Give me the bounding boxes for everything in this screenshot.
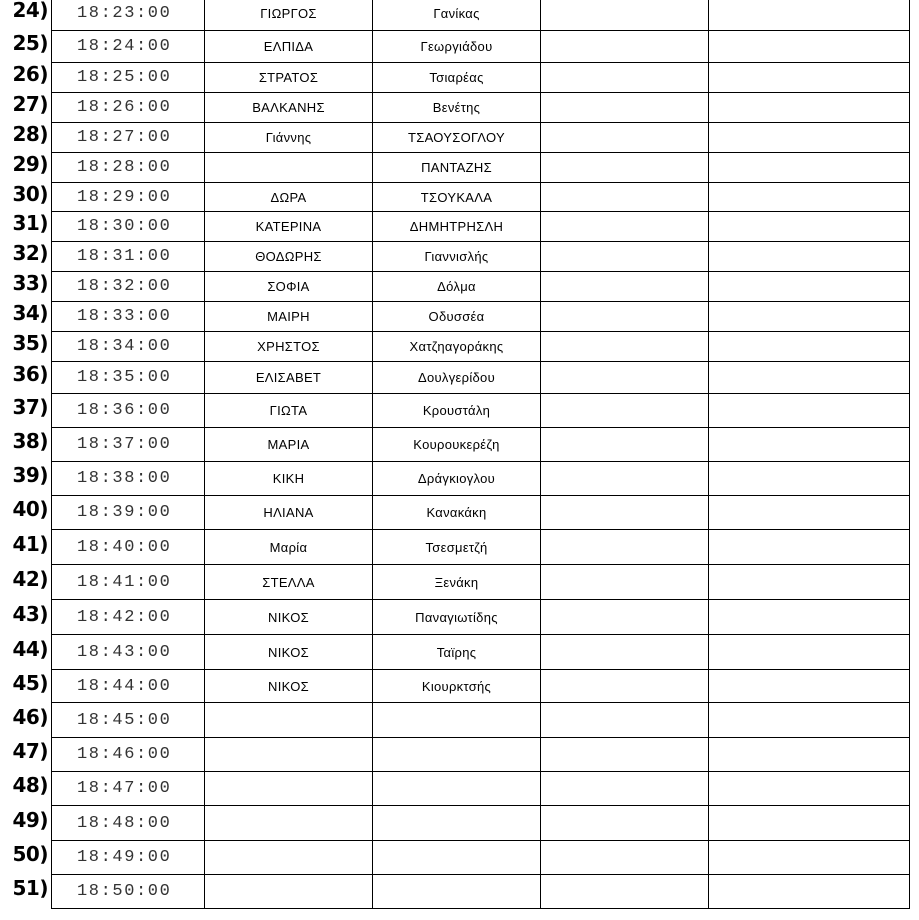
time-cell-text: 18:39:00 — [77, 503, 172, 522]
empty-cell — [540, 63, 708, 93]
last-name-cell-text: Γανίκας — [433, 6, 480, 21]
first-name-cell-text: ΧΡΗΣΤΟΣ — [257, 339, 320, 354]
first-name-cell — [204, 462, 372, 496]
time-cell-text: 18:27:00 — [77, 128, 172, 147]
first-name-cell-text: ΗΛΙΑΝΑ — [263, 505, 314, 520]
time-cell — [51, 123, 204, 153]
empty-cell — [540, 394, 708, 428]
row-number: 38) — [12, 429, 48, 453]
last-name-cell-text: Γεωργιάδου — [420, 39, 493, 54]
first-name-cell-text: ΓΙΩΤΑ — [269, 403, 308, 418]
time-cell-text: 18:44:00 — [77, 676, 172, 696]
row-number: 51) — [12, 876, 48, 900]
empty-cell — [708, 462, 910, 496]
time-cell-text: 18:47:00 — [77, 779, 172, 798]
empty-cell — [540, 670, 708, 703]
first-name-cell — [204, 0, 372, 31]
first-name-cell-text: ΘΟΔΩΡΗΣ — [255, 249, 322, 264]
first-name-cell — [204, 806, 372, 841]
first-name-cell — [204, 530, 372, 565]
last-name-cell — [372, 670, 540, 703]
first-name-cell — [204, 875, 372, 909]
first-name-cell — [204, 670, 372, 703]
row-number: 34) — [12, 301, 48, 325]
empty-cell — [708, 703, 910, 738]
time-cell — [51, 841, 204, 875]
empty-cell — [708, 875, 910, 909]
time-cell-text: 18:26:00 — [77, 98, 172, 117]
first-name-cell-text: ΒΑΛΚΑΝΗΣ — [252, 100, 325, 115]
empty-cell — [708, 841, 910, 875]
empty-cell — [708, 272, 910, 302]
empty-cell — [540, 806, 708, 841]
time-cell-text: 18:50:00 — [77, 882, 172, 901]
empty-cell — [540, 841, 708, 875]
last-name-cell-text: Δουλγερίδου — [418, 370, 495, 385]
empty-cell — [540, 565, 708, 600]
first-name-cell-text: ΕΛΙΣΑΒΕΤ — [255, 370, 322, 385]
row-number: 41) — [12, 532, 48, 556]
table-row — [0, 600, 919, 635]
last-name-cell — [372, 332, 540, 362]
last-name-cell-text: Οδυσσέα — [428, 309, 485, 324]
first-name-cell — [204, 183, 372, 212]
table-row — [0, 738, 919, 772]
time-cell — [51, 875, 204, 909]
table-row — [0, 875, 919, 909]
first-name-cell — [204, 63, 372, 93]
time-cell-text: 18:41:00 — [77, 572, 172, 592]
empty-cell — [540, 31, 708, 63]
table-row — [0, 93, 919, 123]
last-name-cell — [372, 0, 540, 31]
first-name-cell-text: ΔΩΡΑ — [270, 189, 307, 205]
row-number: 48) — [12, 773, 48, 797]
time-cell — [51, 635, 204, 670]
table-row — [0, 153, 919, 183]
table-row — [0, 530, 919, 565]
empty-cell — [708, 153, 910, 183]
empty-cell — [708, 635, 910, 670]
row-number: 47) — [12, 739, 48, 763]
table-row — [0, 565, 919, 600]
last-name-cell — [372, 183, 540, 212]
first-name-cell-text: Γιάννης — [265, 130, 312, 145]
row-number: 45) — [12, 671, 48, 695]
time-cell — [51, 212, 204, 242]
row-number: 40) — [12, 497, 48, 521]
table-row — [0, 806, 919, 841]
last-name-cell — [372, 738, 540, 772]
first-name-cell — [204, 123, 372, 153]
row-number: 27) — [12, 92, 48, 116]
empty-cell — [708, 600, 910, 635]
last-name-cell — [372, 841, 540, 875]
empty-cell — [540, 212, 708, 242]
first-name-cell-text: ΚΑΤΕΡΙΝΑ — [255, 219, 322, 234]
empty-cell — [708, 738, 910, 772]
last-name-cell — [372, 565, 540, 600]
empty-cell — [540, 183, 708, 212]
empty-cell — [708, 31, 910, 63]
row-number: 46) — [12, 705, 48, 729]
first-name-cell — [204, 332, 372, 362]
time-cell-text: 18:25:00 — [77, 68, 172, 87]
first-name-cell — [204, 272, 372, 302]
last-name-cell — [372, 806, 540, 841]
empty-cell — [540, 738, 708, 772]
last-name-cell — [372, 302, 540, 332]
empty-cell — [540, 428, 708, 462]
empty-cell — [540, 462, 708, 496]
first-name-cell-text: ΜΑΙΡΗ — [267, 309, 310, 324]
time-cell — [51, 565, 204, 600]
table-row — [0, 212, 919, 242]
first-name-cell — [204, 93, 372, 123]
row-number: 35) — [12, 331, 48, 355]
first-name-cell-text: ΓΙΩΡΓΟΣ — [260, 6, 317, 21]
last-name-cell-text: Βενέτης — [432, 100, 481, 115]
last-name-cell — [372, 394, 540, 428]
time-cell — [51, 242, 204, 272]
last-name-cell-text: Ταϊρης — [436, 644, 477, 660]
last-name-cell-text: ΤΣΑΟΥΣΟΓΛΟΥ — [408, 130, 505, 145]
last-name-cell — [372, 212, 540, 242]
last-name-cell — [372, 242, 540, 272]
last-name-cell — [372, 272, 540, 302]
row-number: 43) — [12, 602, 48, 626]
last-name-cell — [372, 123, 540, 153]
table-row — [0, 272, 919, 302]
row-number: 26) — [12, 62, 48, 86]
table-row — [0, 428, 919, 462]
first-name-cell — [204, 212, 372, 242]
first-name-cell-text: ΝΙΚΟΣ — [268, 644, 309, 660]
first-name-cell-text: ΝΙΚΟΣ — [268, 678, 309, 694]
time-cell — [51, 806, 204, 841]
row-number: 33) — [12, 271, 48, 295]
table-row — [0, 63, 919, 93]
last-name-cell-text: Τσιαρέας — [429, 70, 484, 85]
empty-cell — [708, 0, 910, 31]
first-name-cell — [204, 600, 372, 635]
empty-cell — [708, 332, 910, 362]
last-name-cell — [372, 635, 540, 670]
time-cell-text: 18:28:00 — [77, 158, 172, 177]
time-cell-text: 18:24:00 — [77, 37, 172, 56]
time-cell-text: 18:37:00 — [77, 435, 172, 454]
last-name-cell-text: Τσεσμετζή — [425, 539, 488, 555]
last-name-cell — [372, 31, 540, 63]
empty-cell — [708, 302, 910, 332]
last-name-cell — [372, 462, 540, 496]
empty-cell — [540, 362, 708, 394]
row-number: 24) — [12, 0, 48, 22]
time-cell — [51, 530, 204, 565]
empty-cell — [540, 703, 708, 738]
table-row — [0, 123, 919, 153]
time-cell-text: 18:33:00 — [77, 307, 172, 326]
table-row — [0, 394, 919, 428]
last-name-cell — [372, 703, 540, 738]
last-name-cell-text: Κρουστάλη — [422, 403, 491, 418]
first-name-cell — [204, 242, 372, 272]
table-row — [0, 183, 919, 212]
empty-cell — [708, 183, 910, 212]
time-cell-text: 18:45:00 — [77, 710, 172, 730]
time-cell — [51, 670, 204, 703]
empty-cell — [540, 496, 708, 530]
first-name-cell-text: Μαρία — [269, 539, 308, 555]
time-cell-text: 18:36:00 — [77, 401, 172, 420]
last-name-cell-text: Γιαννισλής — [424, 249, 489, 264]
table-row — [0, 0, 919, 31]
row-number: 29) — [12, 152, 48, 176]
first-name-cell — [204, 31, 372, 63]
time-cell — [51, 93, 204, 123]
empty-cell — [708, 772, 910, 806]
empty-cell — [540, 332, 708, 362]
row-number: 49) — [12, 808, 48, 832]
time-cell — [51, 600, 204, 635]
empty-cell — [708, 362, 910, 394]
first-name-cell — [204, 153, 372, 183]
row-number: 30) — [12, 182, 48, 206]
time-cell-text: 18:40:00 — [77, 537, 172, 557]
last-name-cell — [372, 496, 540, 530]
empty-cell — [540, 272, 708, 302]
row-number: 39) — [12, 463, 48, 487]
time-cell — [51, 332, 204, 362]
empty-cell — [708, 670, 910, 703]
time-cell — [51, 31, 204, 63]
table-row — [0, 496, 919, 530]
row-number: 42) — [12, 567, 48, 591]
time-cell — [51, 183, 204, 212]
empty-cell — [540, 123, 708, 153]
first-name-cell — [204, 496, 372, 530]
empty-cell — [708, 242, 910, 272]
last-name-cell-text: ΠΑΝΤΑΖΗΣ — [421, 160, 492, 175]
time-cell-text: 18:49:00 — [77, 848, 172, 867]
row-number: 36) — [12, 362, 48, 386]
empty-cell — [540, 242, 708, 272]
first-name-cell — [204, 565, 372, 600]
row-number: 25) — [12, 31, 48, 55]
time-cell-text: 18:48:00 — [77, 813, 172, 833]
last-name-cell — [372, 93, 540, 123]
empty-cell — [708, 93, 910, 123]
table-row — [0, 242, 919, 272]
first-name-cell — [204, 635, 372, 670]
first-name-cell-text: ΕΛΠΙΔΑ — [263, 39, 314, 54]
empty-cell — [540, 93, 708, 123]
last-name-cell — [372, 153, 540, 183]
first-name-cell-text: ΣΟΦΙΑ — [267, 279, 310, 294]
empty-cell — [708, 63, 910, 93]
last-name-cell-text: Χατζηαγοράκης — [409, 339, 504, 354]
last-name-cell-text: Κανακάκη — [426, 505, 487, 520]
last-name-cell — [372, 63, 540, 93]
time-cell — [51, 496, 204, 530]
last-name-cell-text: ΔΗΜΗΤΡΗΣΛΗ — [409, 219, 504, 234]
first-name-cell-text: ΝΙΚΟΣ — [268, 609, 309, 625]
row-number: 31) — [12, 211, 48, 235]
first-name-cell-text: ΚΙΚΗ — [272, 471, 305, 486]
time-cell-text: 18:32:00 — [77, 277, 172, 296]
empty-cell — [540, 302, 708, 332]
first-name-cell — [204, 841, 372, 875]
empty-cell — [708, 428, 910, 462]
time-cell-text: 18:46:00 — [77, 745, 172, 764]
row-number: 37) — [12, 395, 48, 419]
time-cell-text: 18:23:00 — [77, 4, 172, 23]
last-name-cell — [372, 362, 540, 394]
first-name-cell-text: ΜΑΡΙΑ — [267, 437, 310, 452]
first-name-cell — [204, 302, 372, 332]
first-name-cell — [204, 738, 372, 772]
row-number: 32) — [12, 241, 48, 265]
time-cell — [51, 362, 204, 394]
last-name-cell-text: Ξενάκη — [434, 574, 479, 590]
last-name-cell-text: Παναγιωτίδης — [415, 609, 498, 625]
empty-cell — [708, 123, 910, 153]
empty-cell — [540, 635, 708, 670]
empty-cell — [708, 565, 910, 600]
time-cell-text: 18:31:00 — [77, 247, 172, 266]
last-name-cell — [372, 772, 540, 806]
table-row — [0, 772, 919, 806]
last-name-cell-text: Κουρουκερέζη — [413, 437, 500, 452]
table-row — [0, 302, 919, 332]
first-name-cell-text: ΣΤΕΛΛΑ — [262, 574, 315, 590]
time-cell-text: 18:43:00 — [77, 642, 172, 662]
time-cell-text: 18:30:00 — [77, 217, 172, 236]
table-row — [0, 841, 919, 875]
row-number: 44) — [12, 637, 48, 661]
time-cell — [51, 394, 204, 428]
row-number: 28) — [12, 122, 48, 146]
empty-cell — [708, 212, 910, 242]
table-row — [0, 31, 919, 63]
first-name-cell-text: ΣΤΡΑΤΟΣ — [258, 70, 319, 85]
time-cell — [51, 738, 204, 772]
time-cell — [51, 462, 204, 496]
time-cell — [51, 63, 204, 93]
last-name-cell — [372, 875, 540, 909]
time-cell — [51, 302, 204, 332]
table-row — [0, 670, 919, 703]
empty-cell — [708, 806, 910, 841]
first-name-cell — [204, 394, 372, 428]
time-cell — [51, 272, 204, 302]
time-cell-text: 18:29:00 — [77, 187, 172, 207]
time-cell — [51, 428, 204, 462]
time-cell — [51, 0, 204, 31]
empty-cell — [708, 496, 910, 530]
time-cell-text: 18:38:00 — [77, 469, 172, 488]
empty-cell — [708, 530, 910, 565]
empty-cell — [540, 0, 708, 31]
table-row — [0, 635, 919, 670]
empty-cell — [540, 153, 708, 183]
last-name-cell — [372, 530, 540, 565]
table-row — [0, 703, 919, 738]
table-row — [0, 332, 919, 362]
first-name-cell — [204, 428, 372, 462]
time-cell — [51, 772, 204, 806]
last-name-cell-text: Δράγκιογλου — [417, 471, 496, 486]
first-name-cell — [204, 362, 372, 394]
first-name-cell — [204, 703, 372, 738]
time-cell — [51, 703, 204, 738]
empty-cell — [708, 394, 910, 428]
empty-cell — [540, 530, 708, 565]
time-cell-text: 18:34:00 — [77, 337, 172, 356]
last-name-cell-text: Δόλμα — [437, 279, 476, 294]
last-name-cell-text: ΤΣΟΥΚΑΛΑ — [420, 189, 493, 205]
table-row — [0, 462, 919, 496]
empty-cell — [540, 600, 708, 635]
last-name-cell — [372, 428, 540, 462]
last-name-cell — [372, 600, 540, 635]
empty-cell — [540, 772, 708, 806]
empty-cell — [540, 875, 708, 909]
last-name-cell-text: Κιουρκτσής — [421, 678, 492, 694]
table-row — [0, 362, 919, 394]
time-cell-text: 18:35:00 — [77, 368, 172, 387]
time-cell-text: 18:42:00 — [77, 607, 172, 627]
first-name-cell — [204, 772, 372, 806]
time-cell — [51, 153, 204, 183]
row-number: 50) — [12, 842, 48, 866]
